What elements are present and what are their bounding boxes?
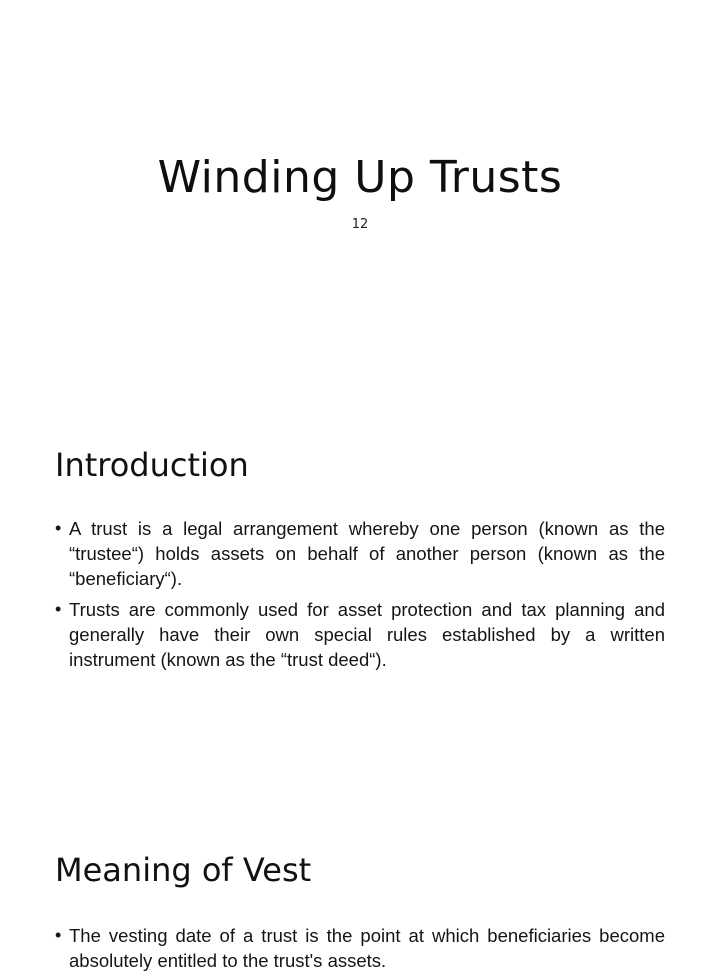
- introduction-slide: [0, 400, 720, 820]
- meaning-of-vest-bullet-1: [55, 923, 665, 973]
- introduction-bullet-2: [55, 597, 665, 672]
- document-title: Winding Up Trusts: [157, 152, 563, 203]
- bullet-icon: •: [55, 925, 62, 945]
- introduction-bullet-list: [55, 516, 665, 678]
- title-slide: [0, 0, 720, 400]
- introduction-bullet-1: [55, 516, 665, 591]
- meaning-of-vest-bullet-list: [55, 923, 665, 979]
- meaning-of-vest-slide: [0, 820, 720, 971]
- bullet-text: The vesting date of a trust is the point at which beneficiaries become absolutely entitled to the trust's assets.: [69, 925, 665, 971]
- bullet-text: A trust is a legal arrangement whereby one person (known as the “trustee“) holds assets on behalf of another person (known as the “beneficiary“).: [69, 518, 665, 589]
- bullet-icon: •: [55, 599, 62, 619]
- page-number: 12: [351, 217, 369, 232]
- introduction-heading: Introduction: [55, 446, 249, 484]
- bullet-text: Trusts are commonly used for asset protection and tax planning and generally have their own special rules established by a written instrument (known as the “trust deed“).: [69, 599, 665, 670]
- meaning-of-vest-heading: Meaning of Vest: [55, 851, 312, 889]
- bullet-icon: •: [55, 518, 62, 538]
